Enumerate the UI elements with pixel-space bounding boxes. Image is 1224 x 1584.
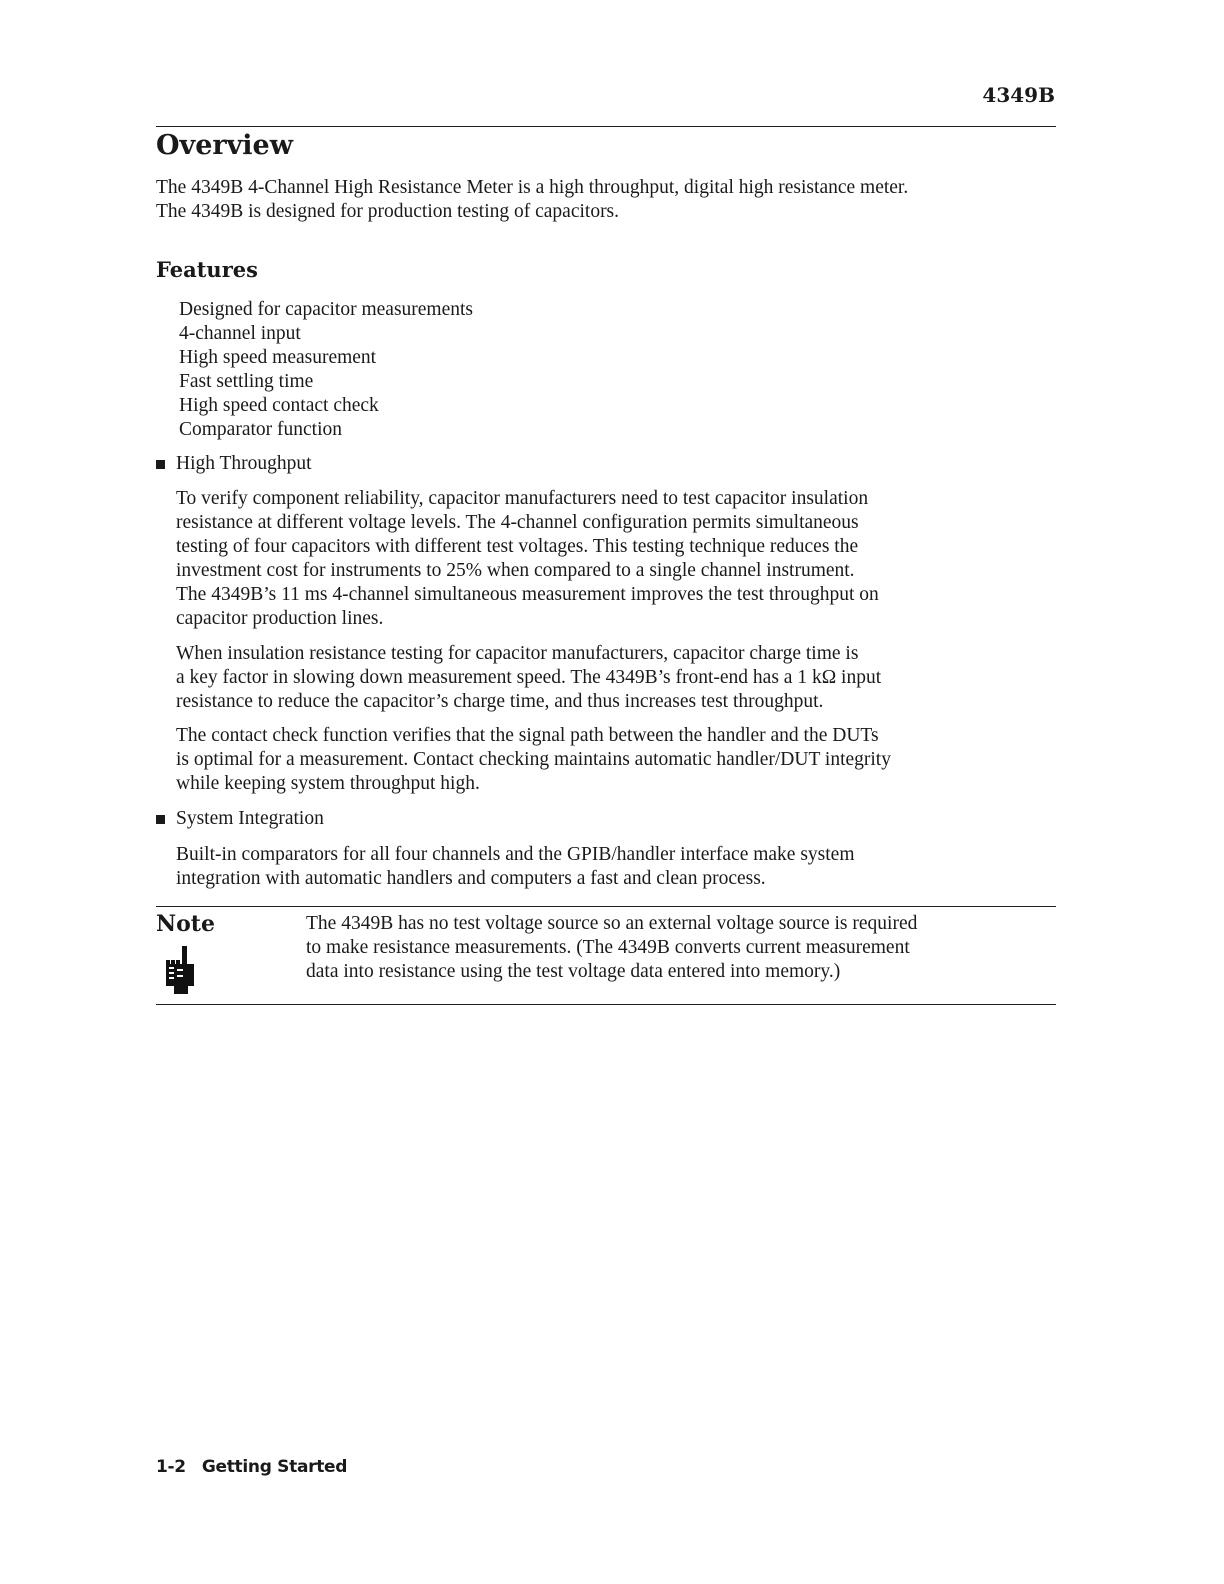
footer-page-number: 1-2 [156,1457,186,1477]
page-footer [156,1457,347,1477]
top-rule [156,126,1056,127]
note-label: Note [156,911,215,937]
intro-line: The 4349B is designed for production testing of capacitors. [156,201,620,222]
features-heading: Features [156,257,258,282]
paragraph-line: To verify component reliability, capacitor manufacturers need to test capacitor insulation [176,488,869,509]
bullet-label: System Integration [176,808,324,829]
paragraph-line: integration with automatic handlers and computers a fast and clean process. [176,868,766,889]
note-bottom-rule [156,1004,1056,1005]
paragraph-line: resistance to reduce the capacitor’s charge time, and thus increases test throughput. [176,691,824,712]
paragraph-line: while keeping system throughput high. [176,773,480,794]
feature-list [179,298,473,442]
footer-section: Getting Started [201,1457,348,1477]
throughput-paragraph-1 [176,487,1056,631]
paragraph-line: investment cost for instruments to 25% when compared to a single channel instrument. [176,560,855,581]
feature-item: Designed for capacitor measurements [179,299,474,320]
note-line: The 4349B has no test voltage source so an external voltage source is required [306,913,918,934]
paragraph-line: The contact check function verifies that the signal path between the handler and the DUTs [176,725,879,746]
system-integration-paragraph [176,843,1056,891]
note-line: data into resistance using the test voltage data entered into memory.) [306,961,841,982]
paragraph-line: a key factor in slowing down measurement speed. The 4349B’s front-end has a 1 kΩ input [176,667,882,688]
paragraph-line: capacitor production lines. [176,608,384,629]
page-model-header: 4349B [982,83,1055,107]
feature-item: High speed measurement [179,347,377,368]
paragraph-line: resistance at different voltage levels. The 4-channel configuration permits simultaneous [176,512,859,533]
feature-item: Fast settling time [179,371,314,392]
feature-item: Comparator function [179,419,342,440]
feature-item: High speed contact check [179,395,379,416]
intro-line: The 4349B 4-Channel High Resistance Meter is a high throughput, digital high resistance meter. [156,177,909,198]
bullet-label: High Throughput [176,453,312,474]
note-top-rule [156,906,1056,907]
pointing-hand-icon [162,946,200,1000]
note-text [306,912,1056,984]
paragraph-line: Built-in comparators for all four channels and the GPIB/handler interface make system [176,844,855,865]
paragraph-line: is optimal for a measurement. Contact checking maintains automatic handler/DUT integrity [176,749,891,770]
paragraph-line: testing of four capacitors with different test voltages. This testing technique reduces the [176,536,859,557]
square-bullet-icon [156,460,165,469]
throughput-paragraph-3 [176,724,1056,796]
intro-paragraph [156,176,1056,224]
paragraph-line: When insulation resistance testing for capacitor manufacturers, capacitor charge time is [176,643,859,664]
feature-item: 4-channel input [179,323,301,344]
section-title: Overview [156,130,293,161]
note-line: to make resistance measurements. (The 4349B converts current measurement [306,937,910,958]
paragraph-line: The 4349B’s 11 ms 4-channel simultaneous measurement improves the test throughput on [176,584,879,605]
throughput-paragraph-2 [176,642,1056,714]
square-bullet-icon [156,815,165,824]
